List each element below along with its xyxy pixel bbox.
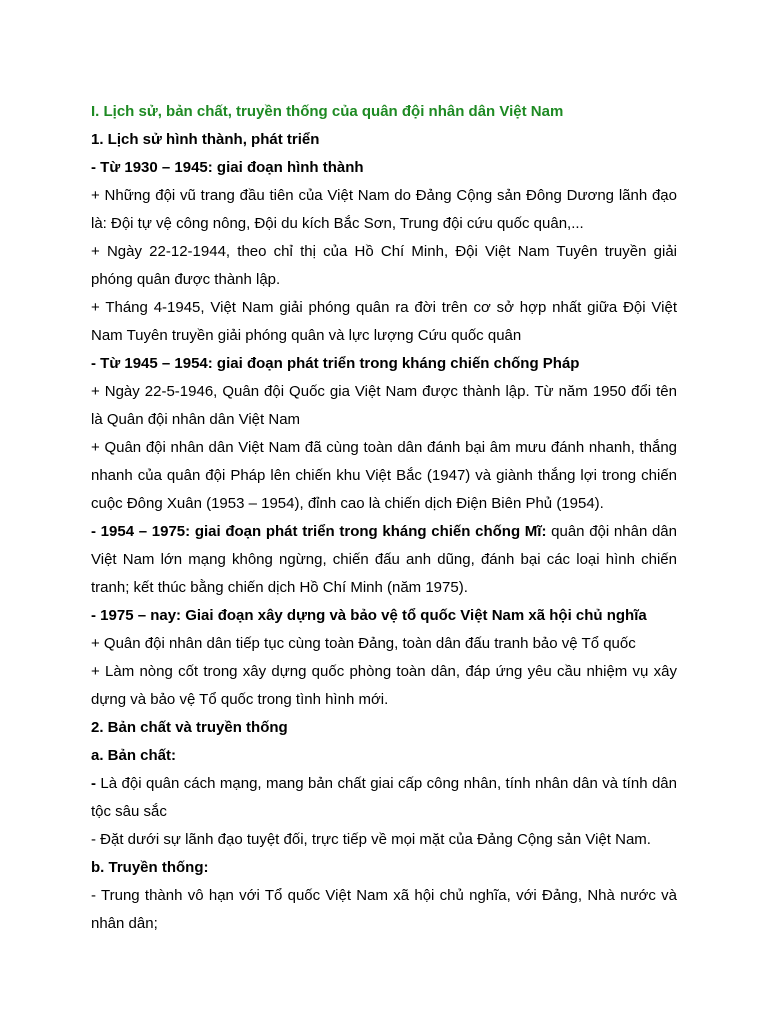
period1-title: - Từ 1930 – 1945: giai đoạn hình thành <box>91 159 364 176</box>
section2-title: 2. Bản chất và truyền thống <box>91 719 288 736</box>
main-title: I. Lịch sử, bản chất, truyền thống của quân đội nhân dân Việt Nam <box>91 103 564 120</box>
period2-item-1: + Ngày 22-5-1946, Quân đội Quốc gia Việt Nam được thành lập. Từ năm 1950 đổi tên là Quân đội nhân dân Việt Nam <box>91 383 677 428</box>
nature-title: a. Bản chất: <box>91 747 177 764</box>
period1-item-3: + Tháng 4-1945, Việt Nam giải phóng quân ra đời trên cơ sở hợp nhất giữa Đội Việt Nam Tuyên truyền giải phóng quân và lực lượng Cứu quốc quân <box>91 299 677 344</box>
nature-item-1 <box>91 770 677 826</box>
period3-paragraph <box>91 518 677 602</box>
period4-item-1: + Quân đội nhân dân tiếp tục cùng toàn Đảng, toàn dân đấu tranh bảo vệ Tổ quốc <box>91 635 636 652</box>
nature-item-2: - Đặt dưới sự lãnh đạo tuyệt đối, trực tiếp về mọi mặt của Đảng Cộng sản Việt Nam. <box>91 831 651 848</box>
tradition-item-1: - Trung thành vô hạn với Tổ quốc Việt Nam xã hội chủ nghĩa, với Đảng, Nhà nước và nhân dân; <box>91 887 677 932</box>
period4-item-2: + Làm nòng cốt trong xây dựng quốc phòng toàn dân, đáp ứng yêu cầu nhiệm vụ xây dựng và bảo vệ Tổ quốc trong tình hình mới. <box>91 663 677 708</box>
nature-item-1-text: Là đội quân cách mạng, mang bản chất giai cấp công nhân, tính nhân dân và tính dân tộc sâu sắc <box>91 775 677 820</box>
period2-item-2: + Quân đội nhân dân Việt Nam đã cùng toàn dân đánh bại âm mưu đánh nhanh, thắng nhanh của quân đội Pháp lên chiến khu Việt Bắc (1947) và giành thắng lợi trong chiến cuộc Đông Xuân (1953 – 1954), đỉnh cao là chiến dịch Điện Biên Phủ (1954). <box>91 439 677 512</box>
document-page <box>91 98 677 938</box>
tradition-title: b. Truyền thống: <box>91 859 209 876</box>
section1-title: 1. Lịch sử hình thành, phát triển <box>91 131 320 148</box>
period3-title: - 1954 – 1975: giai đoạn phát triển trong kháng chiến chống Mĩ: <box>91 523 547 540</box>
period1-item-1: + Những đội vũ trang đầu tiên của Việt Nam do Đảng Cộng sản Đông Dương lãnh đạo là: Đội tự vệ công nông, Đội du kích Bắc Sơn, Trung đội cứu quốc quân,... <box>91 187 677 232</box>
period2-title: - Từ 1945 – 1954: giai đoạn phát triển trong kháng chiến chống Pháp <box>91 355 580 372</box>
period4-title: - 1975 – nay: Giai đoạn xây dựng và bảo vệ tổ quốc Việt Nam xã hội chủ nghĩa <box>91 607 647 624</box>
nature-dash: - <box>91 775 96 792</box>
period1-item-2: + Ngày 22-12-1944, theo chỉ thị của Hồ Chí Minh, Đội Việt Nam Tuyên truyền giải phóng quân được thành lập. <box>91 243 677 288</box>
period3-text: quân đội nhân dân Việt Nam lớn mạng không ngừng, chiến đấu anh dũng, đánh bại các loại hình chiến tranh; kết thúc bằng chiến dịch Hồ Chí Minh (năm 1975). <box>91 523 677 596</box>
